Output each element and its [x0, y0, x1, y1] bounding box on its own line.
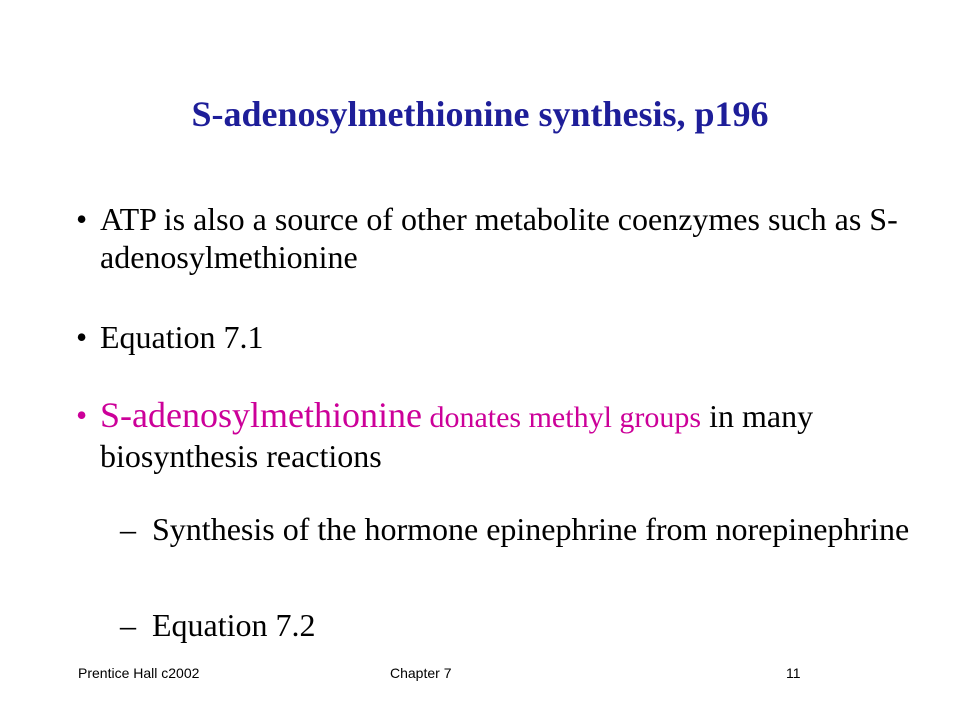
dash-marker: –	[120, 511, 136, 547]
bullet-text	[100, 396, 936, 475]
bullet-text: ATP is also a source of other metabolite coenzymes such as S-adenosylmethionine	[100, 201, 898, 275]
bullet-marker: •	[76, 319, 88, 355]
bullet-rest-text: in many biosynthesis reactions	[100, 398, 814, 474]
bullet-atp-source	[76, 200, 936, 276]
sub-bullet-text: Synthesis of the hormone epinephrine from norepinephrine	[152, 511, 910, 547]
bullet-equation-7-1	[76, 318, 936, 356]
bullet-methyl-donor	[76, 396, 936, 475]
footer-page-number: 11	[786, 665, 801, 681]
footer-chapter: Chapter 7	[390, 665, 452, 681]
bullet-text: Equation 7.1	[100, 319, 264, 355]
sub-bullet-text: Equation 7.2	[152, 607, 316, 643]
sub-bullet-equation-7-2	[120, 606, 920, 644]
slide-title: S-adenosylmethionine synthesis, p196	[191, 94, 769, 134]
bullet-marker: •	[76, 397, 88, 433]
highlight-subject: S-adenosylmethionine	[100, 395, 422, 435]
dash-marker: –	[120, 607, 136, 643]
highlight-verb: donates methyl groups	[421, 401, 702, 434]
footer-publisher: Prentice Hall c2002	[78, 665, 200, 681]
sub-bullet-epinephrine	[120, 510, 920, 548]
bullet-marker: •	[76, 201, 88, 237]
